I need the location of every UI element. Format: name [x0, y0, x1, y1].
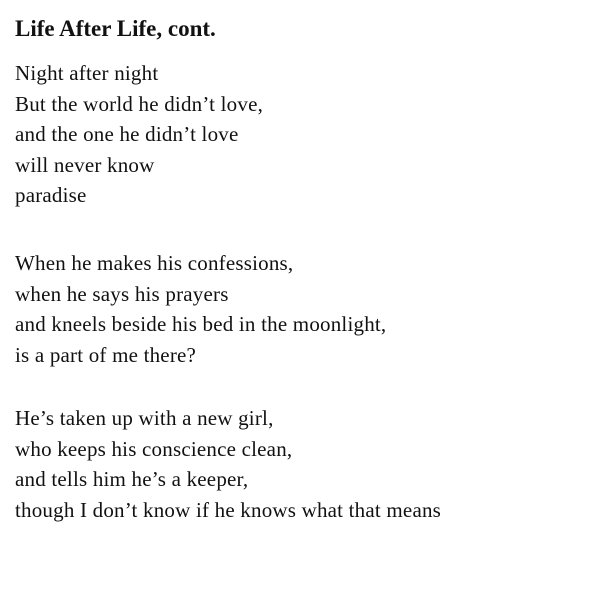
poem-line: when he says his prayers: [15, 281, 229, 306]
poem-line: who keeps his conscience clean,: [15, 436, 293, 461]
stanza-1: [15, 58, 263, 211]
poem-line: and tells him he’s a keeper,: [15, 467, 249, 491]
stanza-3: [15, 403, 441, 525]
poem-line: though I don’t know if he knows what that means: [15, 497, 442, 522]
poem-line: is a part of me there?: [15, 342, 197, 367]
poem-title: Life After Life, cont.: [15, 16, 216, 41]
poem-line: will never know: [15, 152, 155, 177]
poem-line: and kneels beside his bed in the moonlight,: [15, 312, 387, 336]
poem-line: and the one he didn’t love: [15, 122, 239, 146]
poem-line: paradise: [15, 183, 87, 207]
poem-line: Night after night: [15, 61, 159, 85]
poem-line: When he makes his confessions,: [15, 251, 294, 275]
stanza-2: [15, 248, 386, 370]
poem-line: But the world he didn’t love,: [15, 91, 264, 116]
poem-line: He’s taken up with a new girl,: [15, 406, 274, 430]
